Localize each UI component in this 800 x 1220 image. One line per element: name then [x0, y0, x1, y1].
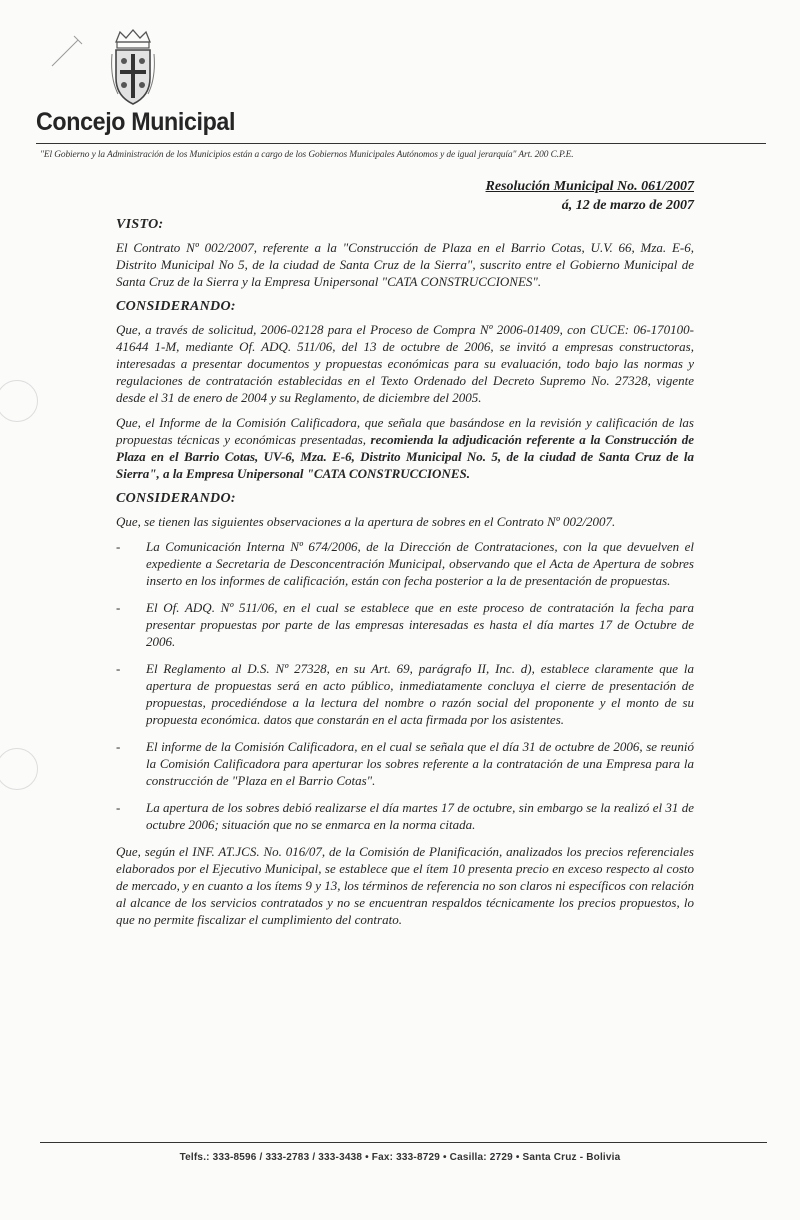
list-item: - La Comunicación Interna Nº 674/2006, de la Dirección de Contrataciones, con la que devuelven el expediente a Secretaria de Desconcentración Municipal, observando que el Acta de Apertura de sobres inserto en los informes de calificación, están con fecha posterior a la de presentación de propuestas.: [116, 538, 694, 589]
coat-of-arms-icon: [108, 28, 158, 108]
observations-list: [116, 538, 694, 833]
footer-contact: Telfs.: 333-8596 / 333-2783 / 333-3438 • Fax: 333-8729 • Casilla: 2729 • Santa Cruz - Bolivia: [179, 1152, 621, 1163]
considerando-1-paragraph-1: Que, a través de solicitud, 2006-02128 para el Proceso de Compra Nº 2006-01409, con CUCE: 06-170100-41644 1-M, mediante Of. ADQ. 511/06, del 13 de octubre de 2006, se invitó a empresas constructoras, interesadas a presentar documentos y propuestas económicas para su evaluación, todo bajo las normas y regulaciones de contratación establecidas en el Texto Ordenado del Decreto Supremo No. 27328, vigente desde el 31 de enero de 2004 y su Reglamento, de diciembre del 2005.: [116, 322, 694, 405]
brand-title: Concejo Municipal: [36, 108, 236, 136]
considerando-2-closing: Que, según el INF. AT.JCS. No. 016/07, de la Comisión de Planificación, analizados los precios referenciales elaborados por el Ejecutivo Municipal, se establece que el ítem 10 presenta precio en exceso respecto al costo de mercado, y en cuanto a los ítems 9 y 13, los términos de referencia no son claros ni específicos con relación al alcance de los servicios contratados y no se encuentran respaldos técnicamente los precios propuestos, lo que no permite fiscalizar el cumplimiento del contrato.: [116, 844, 694, 927]
paragraph-plain-part: Que, el Informe de la Comisión Calificadora, que señala que basándose en la revisión y calificación de las propuestas técnicas y económicas presentadas,: [116, 415, 694, 447]
paragraph-bold-part: recomienda la adjudicación referente a la Construcción de Plaza en el Barrio Cotas, UV-6, Mza. E-6, Distrito Municipal No. 5, de la ciudad de Santa Cruz de la Sierra", a la Empresa Unipersonal "CATA CONSTRUCCIONES.: [116, 432, 695, 481]
list-item: - La apertura de los sobres debió realizarse el día martes 17 de octubre, sin embargo se la realizó el 31 de octubre 2006; situación que no se enmarca en la norma citada.: [116, 799, 694, 833]
punch-hole: [0, 748, 38, 790]
considerando-2-intro: Que, se tienen las siguientes observaciones a la apertura de sobres en el Contrato Nº 002/2007.: [116, 514, 616, 529]
header-motto: "El Gobierno y la Administración de los Municipios están a cargo de los Gobiernos Municipales Autónomos y de igual jerarquía" Art. 200 C.P.E.: [40, 150, 574, 160]
list-item: - El informe de la Comisión Calificadora, en el cual se señala que el día 31 de octubre de 2006, se reunió la Comisión Calificadora para aperturar los sobres referente a la contratación de una Empresa para la construcción de "Plaza en el Barrio Cotas".: [116, 738, 694, 789]
punch-hole: [0, 380, 38, 422]
resolution-date: á, 12 de marzo de 2007: [561, 198, 694, 213]
considerando-1-paragraph-2: [116, 414, 694, 482]
visto-heading: VISTO:: [116, 217, 164, 232]
footer-divider: [40, 1142, 767, 1143]
resolution-block: [486, 177, 694, 215]
list-item: - El Reglamento al D.S. Nº 27328, en su Art. 69, parágrafo II, Inc. d), establece claramente que la apertura de propuestas será en acto público, inmediatamente concluya el cierre de presentación de propuestas, procediéndose a la lectura del nombre o razón social del proponente y el monto de su propuesta económica. datos que constarán en el acta firmada por los asistentes.: [116, 660, 694, 728]
document-body: [116, 216, 694, 936]
header-divider: [36, 143, 766, 144]
list-item: - El Of. ADQ. Nº 511/06, en el cual se establece que en este proceso de contratación la fecha para presentar propuestas por parte de las empresas interesadas es hasta el día martes 17 de Octubre de 2006.: [116, 599, 694, 650]
visto-text: El Contrato Nº 002/2007, referente a la "Construcción de Plaza en el Barrio Cotas, U.V. 66, Mza. E-6, Distrito Municipal No 5, de la ciudad de Santa Cruz de la Sierra", suscrito entre el Gobierno Municipal de Santa Cruz de la Sierra y la Empresa Unipersonal "CATA CONSTRUCCIONES".: [116, 240, 694, 289]
considerando-heading-2: CONSIDERANDO:: [116, 491, 236, 506]
considerando-heading-1: CONSIDERANDO:: [116, 299, 236, 314]
resolution-number: Resolución Municipal No. 061/2007: [485, 179, 694, 194]
pen-mark: [48, 30, 88, 70]
